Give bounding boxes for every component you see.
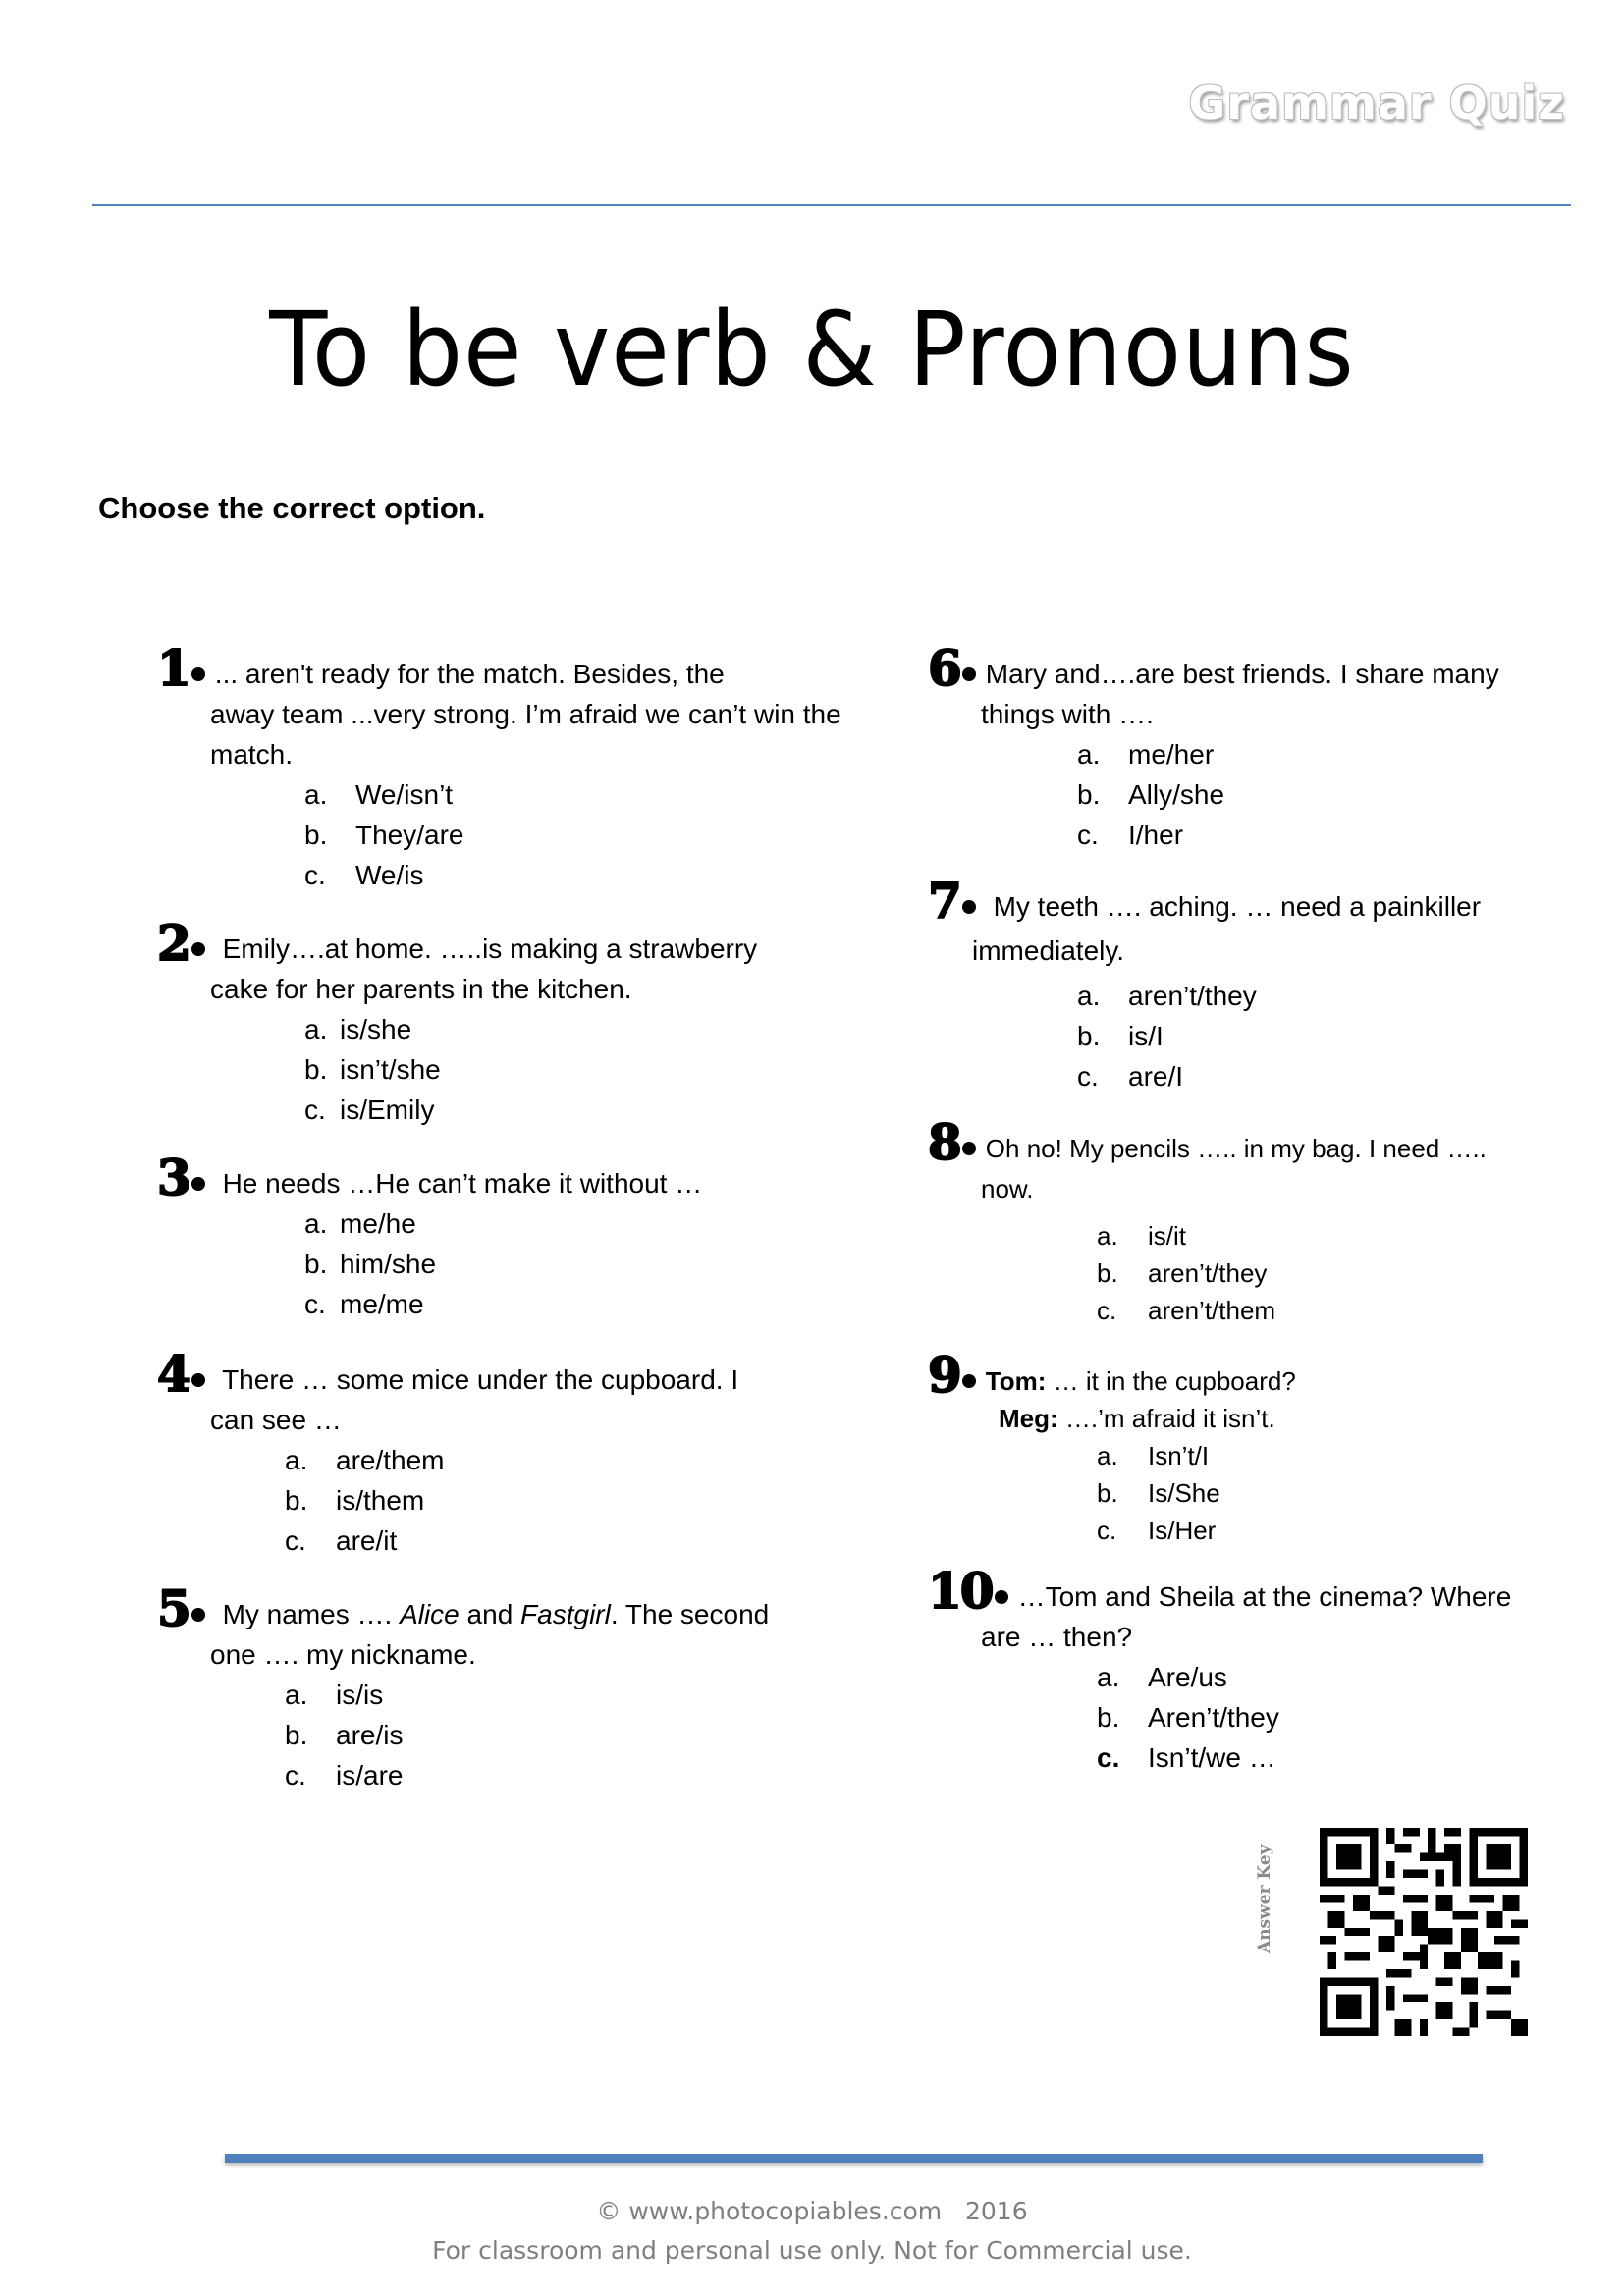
top-divider — [92, 204, 1571, 206]
option-b[interactable]: b. aren’t/they — [1097, 1258, 1268, 1288]
option-c[interactable]: c. are/it — [285, 1525, 398, 1556]
option-c[interactable]: c. I/her — [1077, 820, 1184, 850]
question-text-continued: things with …. — [981, 699, 1154, 729]
question-text-continued: can see … — [210, 1405, 342, 1435]
option-b[interactable]: b. is/them — [285, 1485, 425, 1516]
option-b[interactable]: b. Is/She — [1097, 1478, 1220, 1508]
question-text: My teeth …. aching. … need a painkiller — [985, 891, 1482, 922]
question-text: My names …. Alice and Fastgirl. The second — [214, 1599, 770, 1629]
question-3 — [157, 1148, 864, 1324]
option-a[interactable]: a. Are/us — [1097, 1662, 1227, 1692]
option-c[interactable]: c. are/I — [1077, 1061, 1184, 1092]
question-text: Emily….at home. …..is making a strawberry — [214, 934, 758, 964]
option-a[interactable]: a. We/isn’t — [304, 779, 454, 810]
question-number: 5 — [157, 1579, 189, 1637]
option-a[interactable]: a. is/she — [304, 1014, 412, 1044]
speaker-meg: Meg: — [999, 1404, 1058, 1433]
option-c[interactable]: c. aren’t/them — [1097, 1296, 1276, 1325]
question-text-continued: one …. my nickname. — [210, 1639, 476, 1670]
question-text-continued: cake for her parents in the kitchen. — [210, 974, 632, 1004]
question-text: ... aren't ready for the match. Besides, the — [214, 659, 725, 689]
question-text-continued: immediately. — [972, 935, 1125, 966]
bullet-dot-icon — [962, 1374, 976, 1388]
header-label: Grammar Quiz — [1188, 77, 1565, 130]
option-a[interactable]: a. are/them — [285, 1445, 445, 1475]
option-b[interactable]: b. are/is — [285, 1720, 404, 1750]
option-c[interactable]: c. is/Emily — [304, 1095, 435, 1125]
option-b[interactable]: b. isn’t/she — [304, 1054, 441, 1085]
option-b[interactable]: b. is/I — [1077, 1021, 1164, 1051]
question-number: 2 — [157, 914, 189, 972]
question-number: 9 — [928, 1346, 960, 1404]
question-6 — [928, 639, 1596, 855]
question-2 — [157, 914, 864, 1130]
question-7 — [928, 872, 1596, 1096]
question-10 — [928, 1562, 1596, 1778]
question-number: 10 — [928, 1562, 993, 1620]
answer-key-label: Answer Key — [1255, 1844, 1274, 1953]
bullet-dot-icon — [191, 1177, 205, 1191]
option-b[interactable]: b. Aren’t/they — [1097, 1702, 1279, 1733]
option-c[interactable]: c. Is/Her — [1097, 1516, 1217, 1545]
option-c[interactable]: c. me/me — [304, 1289, 424, 1319]
dialogue-line-2: Meg: ….’m afraid it isn’t. — [999, 1404, 1275, 1433]
question-number: 6 — [928, 639, 960, 697]
bullet-dot-icon — [962, 667, 976, 681]
dialogue-line-1: Tom: … it in the cupboard? — [985, 1366, 1296, 1396]
footer-usage-note: For classroom and personal use only. Not for Commercial use. — [432, 2236, 1192, 2265]
question-text: Mary and….are best friends. I share many — [985, 659, 1499, 689]
option-b[interactable]: b. him/she — [304, 1249, 437, 1279]
bullet-dot-icon — [191, 1608, 205, 1622]
bullet-dot-icon — [191, 667, 205, 681]
question-text: …Tom and Sheila at the cinema? Where — [1017, 1581, 1512, 1612]
option-c[interactable]: c. We/is — [304, 860, 424, 890]
option-a[interactable]: a. Isn’t/I — [1097, 1441, 1210, 1470]
bullet-dot-icon — [191, 1373, 205, 1387]
bullet-dot-icon — [962, 900, 976, 914]
question-4 — [157, 1345, 864, 1561]
question-9 — [928, 1346, 1596, 1549]
questions-left-column — [157, 639, 864, 1821]
option-c[interactable]: c. is/are — [285, 1760, 404, 1790]
option-b[interactable]: b. Ally/she — [1077, 779, 1225, 810]
footer-copyright: © www.photocopiables.com 2016 — [596, 2197, 1028, 2225]
question-8 — [928, 1113, 1596, 1329]
question-1 — [157, 639, 864, 895]
option-a[interactable]: a. is/is — [285, 1680, 384, 1710]
question-text: There … some mice under the cupboard. I — [214, 1364, 739, 1395]
question-number: 7 — [928, 872, 960, 930]
question-text: Oh no! My pencils ….. in my bag. I need ….. — [985, 1134, 1487, 1163]
question-number: 8 — [928, 1113, 960, 1171]
question-text-continued: are … then? — [981, 1622, 1133, 1652]
speaker-tom: Tom: — [985, 1366, 1047, 1396]
question-text-continued: now. — [981, 1174, 1034, 1203]
bottom-divider — [225, 2154, 1483, 2163]
question-number: 1 — [157, 639, 189, 697]
bullet-dot-icon — [962, 1142, 976, 1155]
questions-right-column — [928, 639, 1596, 1803]
option-c[interactable]: c. Isn’t/we … — [1097, 1742, 1276, 1773]
question-number: 3 — [157, 1148, 189, 1206]
question-number: 4 — [157, 1345, 189, 1403]
option-a[interactable]: a. aren’t/they — [1077, 981, 1257, 1011]
question-text: He needs …He can’t make it without … — [214, 1168, 703, 1199]
bullet-dot-icon — [995, 1590, 1008, 1604]
question-5 — [157, 1579, 864, 1795]
option-a[interactable]: a. me/he — [304, 1208, 416, 1239]
option-b[interactable]: b. They/are — [304, 820, 464, 850]
bullet-dot-icon — [191, 942, 205, 956]
page-title: To be verb & Pronouns — [269, 290, 1355, 409]
question-text-continued: away team ...very strong. I’m afraid we can’t win the match. — [210, 699, 841, 770]
option-a[interactable]: a. is/it — [1097, 1221, 1186, 1251]
instructions: Choose the correct option. — [98, 491, 486, 525]
qr-code-icon[interactable] — [1320, 1828, 1528, 2036]
option-a[interactable]: a. me/her — [1077, 739, 1215, 770]
